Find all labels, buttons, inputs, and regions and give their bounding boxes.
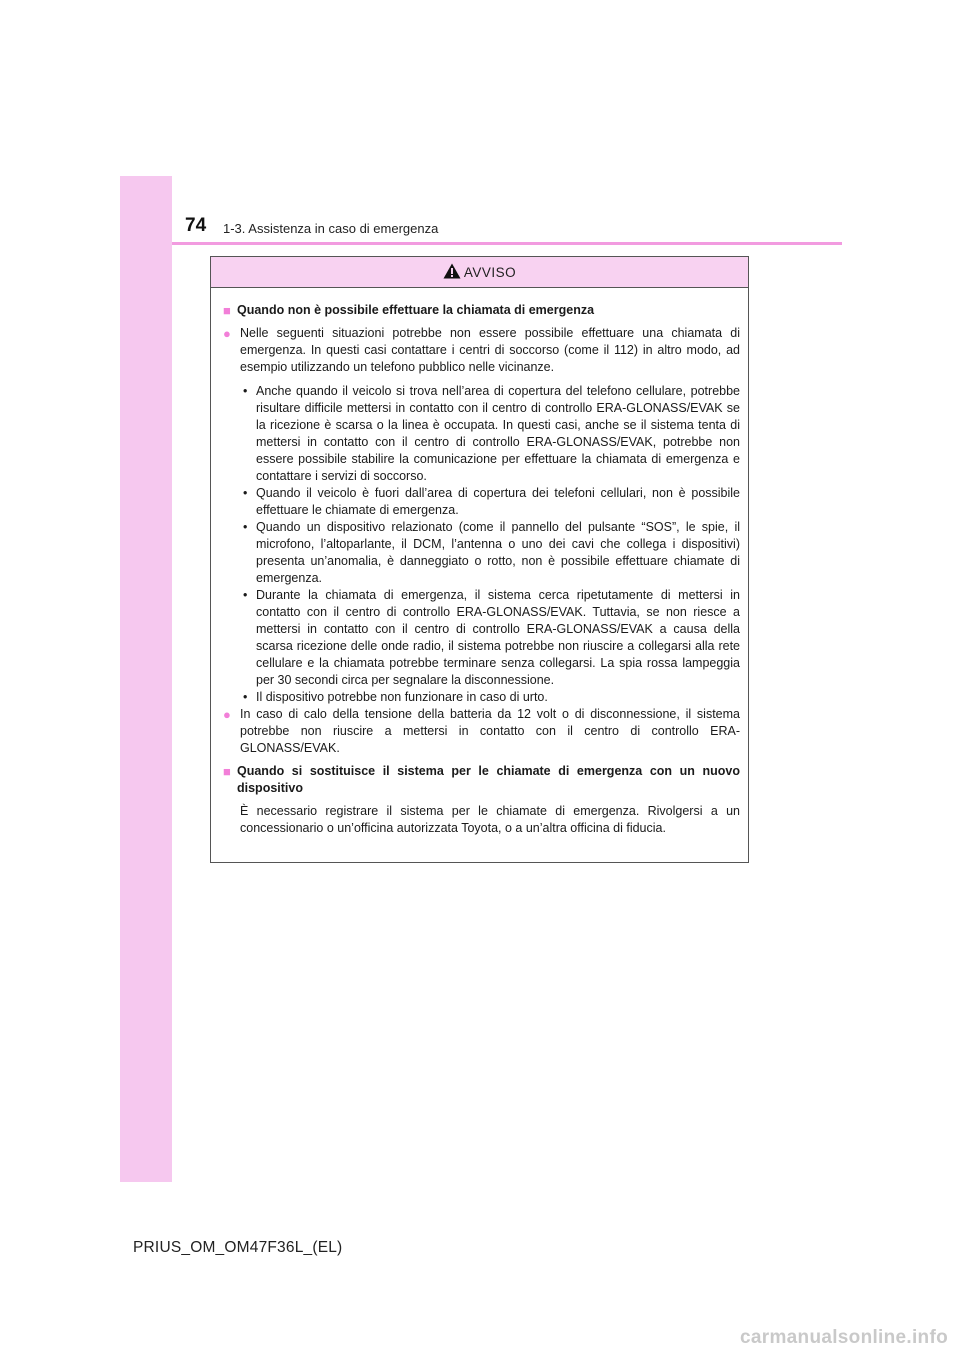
list-item: • Anche quando il veicolo si trova nell’area di copertura del telefono cellulare, potrebbe risultare difficile mettersi in contatto con il centro di controllo ERA-GLONASS/EVAK se la ricezione è scarsa o la linea è occupata. In questi casi, anche se il sistema tenta di mettersi in contatto con il centro di controllo ERA-GLONASS/EVAK, potrebbe non essere possibile stabilire la comunicazione per effettuare la chiamata di emergenza e contattare i servizi di soccorso.	[243, 384, 740, 483]
side-band	[120, 176, 172, 1182]
square-bullet-icon: ■	[223, 303, 231, 318]
page-number: 74	[185, 215, 207, 236]
list-item: • Quando un dispositivo relazionato (come il pannello del pulsante “SOS”, le spie, il microfono, l’altoparlante, il DCM, l’antenna o uno dei cavi che collega i dispositivi) presenta un’anomalia, è danneggiato o rotto, non è possibile effettuare chiamate di emergenza.	[243, 520, 740, 585]
section1-heading: ■ Quando non è possibile effettuare la chiamata di emergenza	[223, 303, 595, 318]
watermark: carmanualsonline.info	[740, 1327, 948, 1348]
list-item: • Quando il veicolo è fuori dall’area di copertura dei telefoni cellulari, non è possibile effettuare le chiamate di emergenza.	[243, 486, 740, 517]
section2-heading: ■ Quando si sostituisce il sistema per le chiamate di emergenza con un nuovo dispositivo	[223, 764, 740, 795]
warning-box	[210, 256, 749, 863]
warning-header	[211, 257, 748, 288]
section-title: 1-3. Assistenza in caso di emergenza	[223, 221, 439, 236]
section1-para1: ● Nelle seguenti situazioni potrebbe non essere possibile effettuare una chiamata di emergenza. In questi casi contattare i centri di soccorso (come il 112) in altro modo, ad esempio utilizzando un telefono pubblico nelle vicinanze.	[223, 326, 740, 374]
warning-body	[211, 288, 748, 837]
footer-code: PRIUS_OM_OM47F36L_(EL)	[133, 1239, 343, 1256]
section1-para2: ● In caso di calo della tensione della batteria da 12 volt o di disconnessione, il sistema potrebbe non riuscire a mettersi in contatto con il centro di controllo ERA-GLONASS/EVAK.	[223, 707, 740, 755]
list-item: • Il dispositivo potrebbe non funzionare in caso di urto.	[243, 690, 548, 704]
section2-para: È necessario registrare il sistema per le chiamate di emergenza. Rivolgersi a un concessionario o un’officina autorizzata Toyota, o a un’altra officina di fiducia.	[240, 804, 740, 835]
warning-triangle-icon	[443, 263, 461, 279]
section1-list	[240, 383, 740, 706]
warning-title: AVVISO	[463, 264, 517, 280]
list-item: • Durante la chiamata di emergenza, il sistema cerca ripetutamente di mettersi in contatto con il centro di controllo ERA-GLONASS/EVAK. Tuttavia, se non riesce a mettersi in contatto con il centro di controllo ERA-GLONASS/EVAK a causa della scarsa ricezione delle onde radio, il sistema potrebbe non riuscire a collegarsi alla rete cellulare e la chiamata potrebbe terminare senza collegarsi. La spia rossa lampeggia per 30 secondi circa per segnalare la disconnessione.	[243, 588, 740, 687]
header-rule	[172, 242, 842, 245]
square-bullet-icon: ■	[223, 764, 231, 779]
circle-bullet-icon: ●	[223, 326, 231, 341]
circle-bullet-icon: ●	[223, 707, 231, 722]
